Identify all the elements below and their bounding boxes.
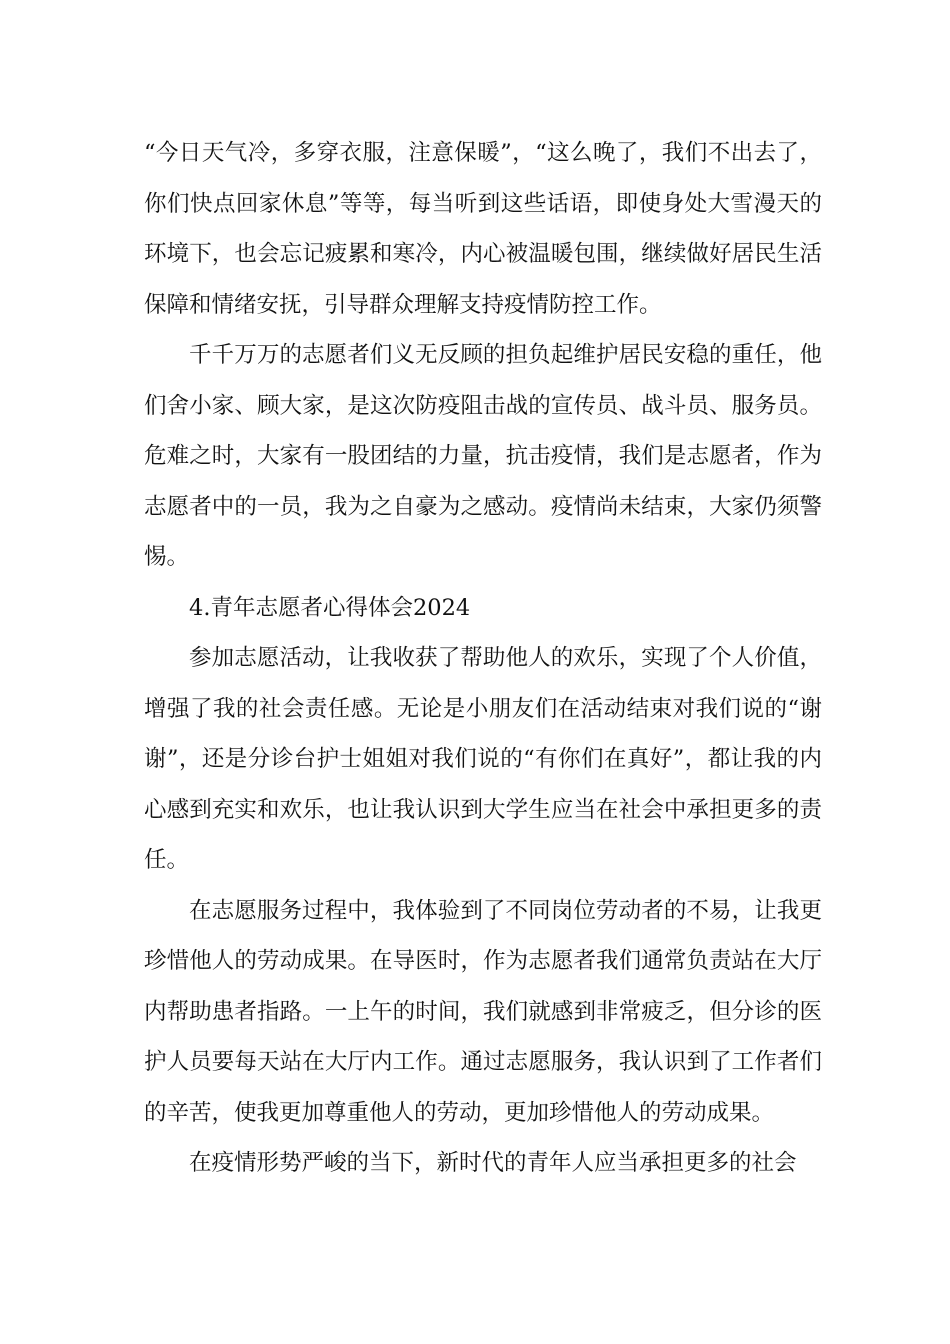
paragraph-continuation: “今日天气冷，多穿衣服，注意保暖”，“这么晚了，我们不出去了，你们快点回家休息”等等，每当听到这些话语，即使身处大雪漫天的环境下，也会忘记疲累和寒冷，内心被温暖包围，继续做好居民生活保障和情绪安抚，引导群众理解支持疫情防控工作。 bbox=[144, 140, 822, 318]
paragraph-volunteer-service: 在志愿服务过程中，我体验到了不同岗位劳动者的不易，让我更珍惜他人的劳动成果。在导医时，作为志愿者我们通常负责站在大厅内帮助患者指路。一上午的时间，我们就感到非常疲乏，但分诊的医护人员要每天站在大厅内工作。通过志愿服务，我认识到了工作者们的辛苦，使我更加尊重他人的劳动，更加珍惜他人的劳动成果。 bbox=[144, 897, 822, 1126]
paragraph-volunteers-responsibility: 千千万万的志愿者们义无反顾的担负起维护居民安稳的重任，他们舍小家、顾大家，是这次防疫阻击战的宣传员、战斗员、服务员。危难之时，大家有一股团结的力量，抗击疫情，我们是志愿者，作为志愿者中的一员，我为之自豪为之感动。疫情尚未结束，大家仍须警惕。 bbox=[144, 342, 822, 570]
section-heading: 4.青年志愿者心得体会2024 bbox=[189, 594, 471, 621]
paragraph-epidemic-youth: 在疫情形势严峻的当下，新时代的青年人应当承担更多的社会 bbox=[189, 1150, 797, 1176]
document-body bbox=[144, 128, 822, 1189]
paragraph-volunteer-activity: 参加志愿活动，让我收获了帮助他人的欢乐，实现了个人价值，增强了我的社会责任感。无论是小朋友们在活动结束对我们说的“谢谢”，还是分诊台护士姐姐对我们说的“有你们在真好”，都让我的内心感到充实和欢乐，也让我认识到大学生应当在社会中承担更多的责任。 bbox=[144, 645, 822, 873]
